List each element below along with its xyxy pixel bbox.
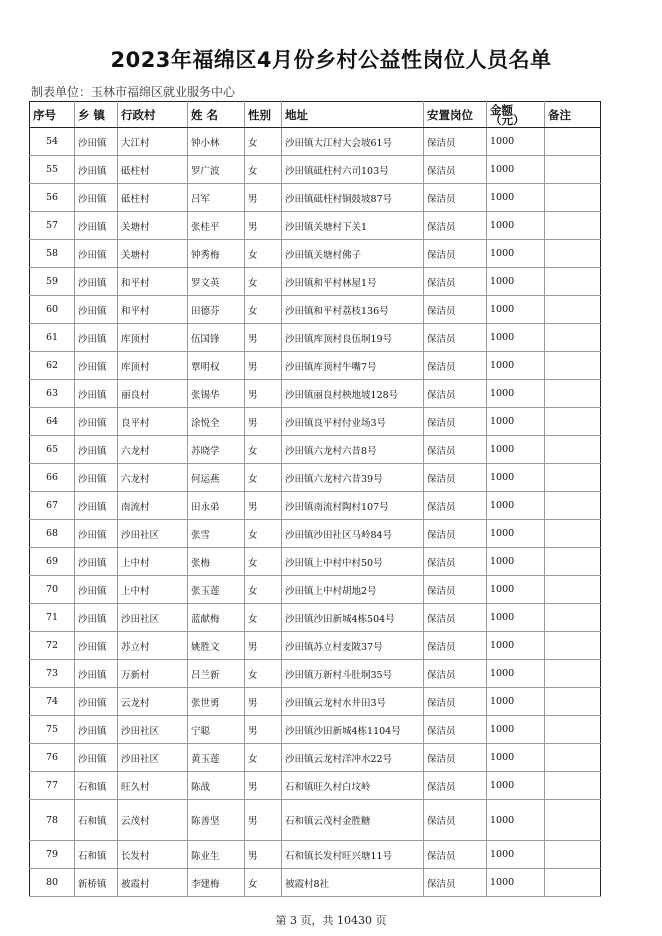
cell-address: 沙田镇云龙村洋冲水22号 — [282, 744, 424, 772]
table-row — [30, 380, 601, 408]
cell-note — [545, 212, 601, 240]
cell-address: 沙田镇库顶村牛嘴7号 — [282, 352, 424, 380]
cell-note — [545, 744, 601, 772]
cell-address: 石和镇云茂村金胜糖 — [282, 800, 424, 841]
cell-town: 沙田镇 — [75, 268, 118, 296]
cell-post: 保洁员 — [424, 688, 487, 716]
cell-sex: 女 — [245, 548, 282, 576]
cell-no: 79 — [30, 841, 75, 869]
cell-address: 沙田镇库顶村良伍垌19号 — [282, 324, 424, 352]
cell-name: 张雪 — [188, 520, 245, 548]
cell-name: 伍国锋 — [188, 324, 245, 352]
cell-name: 钟小林 — [188, 128, 245, 156]
cell-amount: 1000 — [487, 324, 545, 352]
page-title: 2023年福绵区4月份乡村公益性岗位人员名单 — [110, 48, 552, 72]
cell-amount: 1000 — [487, 492, 545, 520]
cell-note — [545, 296, 601, 324]
cell-post: 保洁员 — [424, 156, 487, 184]
cell-town: 沙田镇 — [75, 492, 118, 520]
cell-post: 保洁员 — [424, 800, 487, 841]
cell-amount: 1000 — [487, 841, 545, 869]
cell-amount: 1000 — [487, 744, 545, 772]
cell-village: 关塘村 — [118, 240, 188, 268]
cell-name: 苏晓学 — [188, 436, 245, 464]
cell-sex: 男 — [245, 212, 282, 240]
cell-town: 沙田镇 — [75, 548, 118, 576]
cell-no: 67 — [30, 492, 75, 520]
cell-name: 罗文英 — [188, 268, 245, 296]
cell-town: 沙田镇 — [75, 380, 118, 408]
cell-name: 田永弟 — [188, 492, 245, 520]
cell-town: 沙田镇 — [75, 156, 118, 184]
cell-note — [545, 492, 601, 520]
cell-no: 65 — [30, 436, 75, 464]
cell-address: 沙田镇云龙村水井田3号 — [282, 688, 424, 716]
cell-name: 张梅 — [188, 548, 245, 576]
cell-amount: 1000 — [487, 464, 545, 492]
cell-amount: 1000 — [487, 548, 545, 576]
page-footer: 第 3 页，共 10430 页 — [275, 914, 387, 927]
table-row — [30, 408, 601, 436]
cell-post: 保洁员 — [424, 660, 487, 688]
cell-note — [545, 800, 601, 841]
cell-village: 丽良村 — [118, 380, 188, 408]
cell-town: 沙田镇 — [75, 436, 118, 464]
cell-no: 63 — [30, 380, 75, 408]
header-name: 姓 名 — [188, 102, 245, 128]
cell-town: 沙田镇 — [75, 464, 118, 492]
cell-address: 沙田镇苏立村麦陂37号 — [282, 632, 424, 660]
cell-village: 良平村 — [118, 408, 188, 436]
cell-note — [545, 716, 601, 744]
cell-amount: 1000 — [487, 352, 545, 380]
table-row — [30, 184, 601, 212]
table-row — [30, 841, 601, 869]
cell-name: 张玉莲 — [188, 576, 245, 604]
cell-name: 张锡华 — [188, 380, 245, 408]
cell-village: 沙田社区 — [118, 604, 188, 632]
cell-sex: 女 — [245, 156, 282, 184]
cell-name: 黄玉莲 — [188, 744, 245, 772]
header-sex: 性别 — [245, 102, 282, 128]
cell-post: 保洁员 — [424, 324, 487, 352]
cell-town: 沙田镇 — [75, 408, 118, 436]
cell-name: 何运燕 — [188, 464, 245, 492]
cell-village: 沙田社区 — [118, 716, 188, 744]
cell-village: 砥柱村 — [118, 156, 188, 184]
cell-amount: 1000 — [487, 296, 545, 324]
table-row — [30, 240, 601, 268]
cell-note — [545, 548, 601, 576]
cell-amount: 1000 — [487, 520, 545, 548]
cell-village: 沙田社区 — [118, 744, 188, 772]
cell-town: 沙田镇 — [75, 688, 118, 716]
header-note: 备注 — [545, 102, 601, 128]
cell-address: 沙田镇六龙村六昔8号 — [282, 436, 424, 464]
cell-name: 宁聪 — [188, 716, 245, 744]
cell-address: 沙田镇南流村陶村107号 — [282, 492, 424, 520]
cell-sex: 女 — [245, 128, 282, 156]
cell-town: 沙田镇 — [75, 716, 118, 744]
cell-post: 保洁员 — [424, 408, 487, 436]
cell-no: 55 — [30, 156, 75, 184]
cell-name: 张世勇 — [188, 688, 245, 716]
cell-post: 保洁员 — [424, 436, 487, 464]
cell-note — [545, 156, 601, 184]
cell-address: 沙田镇上中村胡地2号 — [282, 576, 424, 604]
cell-amount: 1000 — [487, 632, 545, 660]
cell-note — [545, 436, 601, 464]
header-post: 安置岗位 — [424, 102, 487, 128]
cell-note — [545, 184, 601, 212]
cell-village: 上中村 — [118, 548, 188, 576]
cell-sex: 男 — [245, 688, 282, 716]
cell-note — [545, 869, 601, 897]
cell-no: 58 — [30, 240, 75, 268]
cell-no: 60 — [30, 296, 75, 324]
table-row — [30, 869, 601, 897]
cell-name: 覃明权 — [188, 352, 245, 380]
table-row — [30, 464, 601, 492]
cell-no: 77 — [30, 772, 75, 800]
cell-amount: 1000 — [487, 212, 545, 240]
personnel-table — [29, 101, 601, 897]
cell-note — [545, 352, 601, 380]
cell-sex: 女 — [245, 576, 282, 604]
cell-note — [545, 604, 601, 632]
cell-name: 吕军 — [188, 184, 245, 212]
cell-amount: 1000 — [487, 184, 545, 212]
table-body — [30, 128, 601, 897]
cell-town: 沙田镇 — [75, 324, 118, 352]
cell-town: 石和镇 — [75, 772, 118, 800]
cell-town: 沙田镇 — [75, 576, 118, 604]
cell-sex: 女 — [245, 604, 282, 632]
table-row — [30, 128, 601, 156]
cell-name: 蓝献梅 — [188, 604, 245, 632]
cell-post: 保洁员 — [424, 128, 487, 156]
cell-amount: 1000 — [487, 716, 545, 744]
cell-name: 姚胜文 — [188, 632, 245, 660]
cell-sex: 女 — [245, 744, 282, 772]
header-amount: 金额（元） — [487, 102, 545, 128]
cell-sex: 女 — [245, 869, 282, 897]
cell-note — [545, 128, 601, 156]
cell-sex: 男 — [245, 716, 282, 744]
cell-name: 田德芬 — [188, 296, 245, 324]
table-row — [30, 352, 601, 380]
cell-address: 沙田镇砥柱村铜鼓坡87号 — [282, 184, 424, 212]
cell-no: 61 — [30, 324, 75, 352]
cell-amount: 1000 — [487, 869, 545, 897]
table-row — [30, 324, 601, 352]
cell-amount: 1000 — [487, 380, 545, 408]
table-row — [30, 632, 601, 660]
cell-village: 砥柱村 — [118, 184, 188, 212]
cell-town: 沙田镇 — [75, 128, 118, 156]
cell-post: 保洁员 — [424, 212, 487, 240]
cell-town: 沙田镇 — [75, 240, 118, 268]
cell-town: 沙田镇 — [75, 604, 118, 632]
table-row — [30, 688, 601, 716]
cell-post: 保洁员 — [424, 492, 487, 520]
cell-post: 保洁员 — [424, 604, 487, 632]
header-town: 乡 镇 — [75, 102, 118, 128]
cell-amount: 1000 — [487, 128, 545, 156]
cell-post: 保洁员 — [424, 352, 487, 380]
cell-no: 59 — [30, 268, 75, 296]
table-header-row — [30, 102, 601, 128]
table-row — [30, 436, 601, 464]
table-row — [30, 772, 601, 800]
cell-name: 陈战 — [188, 772, 245, 800]
table-row — [30, 268, 601, 296]
cell-sex: 男 — [245, 841, 282, 869]
table-row — [30, 604, 601, 632]
cell-sex: 男 — [245, 380, 282, 408]
cell-amount: 1000 — [487, 800, 545, 841]
cell-town: 石和镇 — [75, 841, 118, 869]
cell-village: 沙田社区 — [118, 520, 188, 548]
table-row — [30, 800, 601, 841]
cell-name: 吕兰新 — [188, 660, 245, 688]
cell-name: 罗广波 — [188, 156, 245, 184]
cell-amount: 1000 — [487, 156, 545, 184]
cell-sex: 男 — [245, 632, 282, 660]
cell-sex: 女 — [245, 520, 282, 548]
cell-no: 78 — [30, 800, 75, 841]
cell-town: 沙田镇 — [75, 184, 118, 212]
issuing-unit: 制表单位：玉林市福绵区就业服务中心 — [31, 85, 236, 99]
cell-note — [545, 576, 601, 604]
header-village: 行政村 — [118, 102, 188, 128]
cell-town: 新桥镇 — [75, 869, 118, 897]
cell-note — [545, 688, 601, 716]
cell-sex: 男 — [245, 184, 282, 212]
cell-amount: 1000 — [487, 240, 545, 268]
table-row — [30, 716, 601, 744]
table-row — [30, 744, 601, 772]
cell-address: 沙田镇良平村付业场3号 — [282, 408, 424, 436]
cell-amount: 1000 — [487, 660, 545, 688]
cell-town: 沙田镇 — [75, 520, 118, 548]
cell-amount: 1000 — [487, 576, 545, 604]
cell-no: 66 — [30, 464, 75, 492]
cell-sex: 女 — [245, 660, 282, 688]
cell-no: 71 — [30, 604, 75, 632]
cell-note — [545, 632, 601, 660]
cell-no: 64 — [30, 408, 75, 436]
cell-no: 57 — [30, 212, 75, 240]
cell-no: 68 — [30, 520, 75, 548]
cell-sex: 男 — [245, 324, 282, 352]
cell-address: 沙田镇关塘村下关1 — [282, 212, 424, 240]
cell-post: 保洁员 — [424, 744, 487, 772]
cell-village: 云龙村 — [118, 688, 188, 716]
cell-no: 76 — [30, 744, 75, 772]
cell-address: 石和镇长发村旺兴塘11号 — [282, 841, 424, 869]
table-row — [30, 492, 601, 520]
cell-name: 涂悦全 — [188, 408, 245, 436]
cell-note — [545, 520, 601, 548]
cell-village: 关塘村 — [118, 212, 188, 240]
cell-note — [545, 324, 601, 352]
cell-note — [545, 408, 601, 436]
cell-village: 六龙村 — [118, 464, 188, 492]
cell-sex: 男 — [245, 800, 282, 841]
cell-village: 大江村 — [118, 128, 188, 156]
cell-village: 万新村 — [118, 660, 188, 688]
cell-village: 库顶村 — [118, 352, 188, 380]
cell-town: 沙田镇 — [75, 212, 118, 240]
cell-amount: 1000 — [487, 436, 545, 464]
cell-amount: 1000 — [487, 408, 545, 436]
cell-address: 沙田镇和平村荔枝136号 — [282, 296, 424, 324]
cell-no: 56 — [30, 184, 75, 212]
cell-post: 保洁员 — [424, 772, 487, 800]
cell-post: 保洁员 — [424, 716, 487, 744]
cell-sex: 女 — [245, 268, 282, 296]
cell-village: 南流村 — [118, 492, 188, 520]
cell-address: 沙田镇万新村斗肚垌35号 — [282, 660, 424, 688]
cell-sex: 男 — [245, 772, 282, 800]
cell-address: 沙田镇沙田社区马岭84号 — [282, 520, 424, 548]
cell-note — [545, 464, 601, 492]
cell-no: 73 — [30, 660, 75, 688]
cell-note — [545, 841, 601, 869]
cell-village: 云茂村 — [118, 800, 188, 841]
cell-name: 钟秀梅 — [188, 240, 245, 268]
cell-town: 沙田镇 — [75, 632, 118, 660]
cell-address: 沙田镇沙田新城4栋504号 — [282, 604, 424, 632]
cell-sex: 女 — [245, 240, 282, 268]
cell-amount: 1000 — [487, 772, 545, 800]
cell-no: 80 — [30, 869, 75, 897]
table-row — [30, 212, 601, 240]
cell-address: 沙田镇六龙村六昔39号 — [282, 464, 424, 492]
cell-village: 被霞村 — [118, 869, 188, 897]
cell-note — [545, 240, 601, 268]
cell-town: 沙田镇 — [75, 296, 118, 324]
cell-note — [545, 772, 601, 800]
cell-village: 旺久村 — [118, 772, 188, 800]
cell-town: 沙田镇 — [75, 352, 118, 380]
cell-post: 保洁员 — [424, 268, 487, 296]
cell-post: 保洁员 — [424, 184, 487, 212]
cell-name: 张桂平 — [188, 212, 245, 240]
cell-address: 沙田镇砥柱村六司103号 — [282, 156, 424, 184]
header-address: 地址 — [282, 102, 424, 128]
cell-address: 沙田镇和平村林屋1号 — [282, 268, 424, 296]
cell-no: 74 — [30, 688, 75, 716]
cell-sex: 女 — [245, 296, 282, 324]
cell-post: 保洁员 — [424, 296, 487, 324]
cell-post: 保洁员 — [424, 520, 487, 548]
table-row — [30, 548, 601, 576]
cell-address: 沙田镇关塘村佛子 — [282, 240, 424, 268]
cell-post: 保洁员 — [424, 632, 487, 660]
cell-note — [545, 660, 601, 688]
cell-name: 李建梅 — [188, 869, 245, 897]
cell-name: 陈善坚 — [188, 800, 245, 841]
cell-amount: 1000 — [487, 688, 545, 716]
cell-no: 70 — [30, 576, 75, 604]
cell-no: 69 — [30, 548, 75, 576]
cell-no: 75 — [30, 716, 75, 744]
cell-village: 和平村 — [118, 296, 188, 324]
table-row — [30, 520, 601, 548]
cell-sex: 男 — [245, 492, 282, 520]
cell-village: 和平村 — [118, 268, 188, 296]
cell-no: 72 — [30, 632, 75, 660]
cell-village: 苏立村 — [118, 632, 188, 660]
cell-note — [545, 380, 601, 408]
cell-address: 沙田镇上中村中村50号 — [282, 548, 424, 576]
cell-post: 保洁员 — [424, 869, 487, 897]
cell-sex: 男 — [245, 352, 282, 380]
cell-town: 沙田镇 — [75, 660, 118, 688]
cell-address: 沙田镇大江村大会坡61号 — [282, 128, 424, 156]
cell-address: 被霞村8社 — [282, 869, 424, 897]
cell-note — [545, 268, 601, 296]
cell-post: 保洁员 — [424, 576, 487, 604]
cell-no: 62 — [30, 352, 75, 380]
cell-sex: 女 — [245, 464, 282, 492]
cell-post: 保洁员 — [424, 548, 487, 576]
cell-address: 沙田镇丽良村秧地坡128号 — [282, 380, 424, 408]
table-row — [30, 296, 601, 324]
cell-village: 库顶村 — [118, 324, 188, 352]
cell-village: 上中村 — [118, 576, 188, 604]
table-row — [30, 576, 601, 604]
cell-post: 保洁员 — [424, 240, 487, 268]
cell-name: 陈业生 — [188, 841, 245, 869]
cell-post: 保洁员 — [424, 841, 487, 869]
cell-address: 沙田镇沙田新城4栋1104号 — [282, 716, 424, 744]
cell-no: 54 — [30, 128, 75, 156]
cell-post: 保洁员 — [424, 380, 487, 408]
header-no: 序号 — [30, 102, 75, 128]
table-row — [30, 660, 601, 688]
cell-amount: 1000 — [487, 268, 545, 296]
cell-post: 保洁员 — [424, 464, 487, 492]
cell-village: 长发村 — [118, 841, 188, 869]
cell-town: 石和镇 — [75, 800, 118, 841]
cell-town: 沙田镇 — [75, 744, 118, 772]
cell-address: 石和镇旺久村白坟岭 — [282, 772, 424, 800]
cell-village: 六龙村 — [118, 436, 188, 464]
table-row — [30, 156, 601, 184]
cell-sex: 女 — [245, 436, 282, 464]
cell-amount: 1000 — [487, 604, 545, 632]
cell-sex: 男 — [245, 408, 282, 436]
